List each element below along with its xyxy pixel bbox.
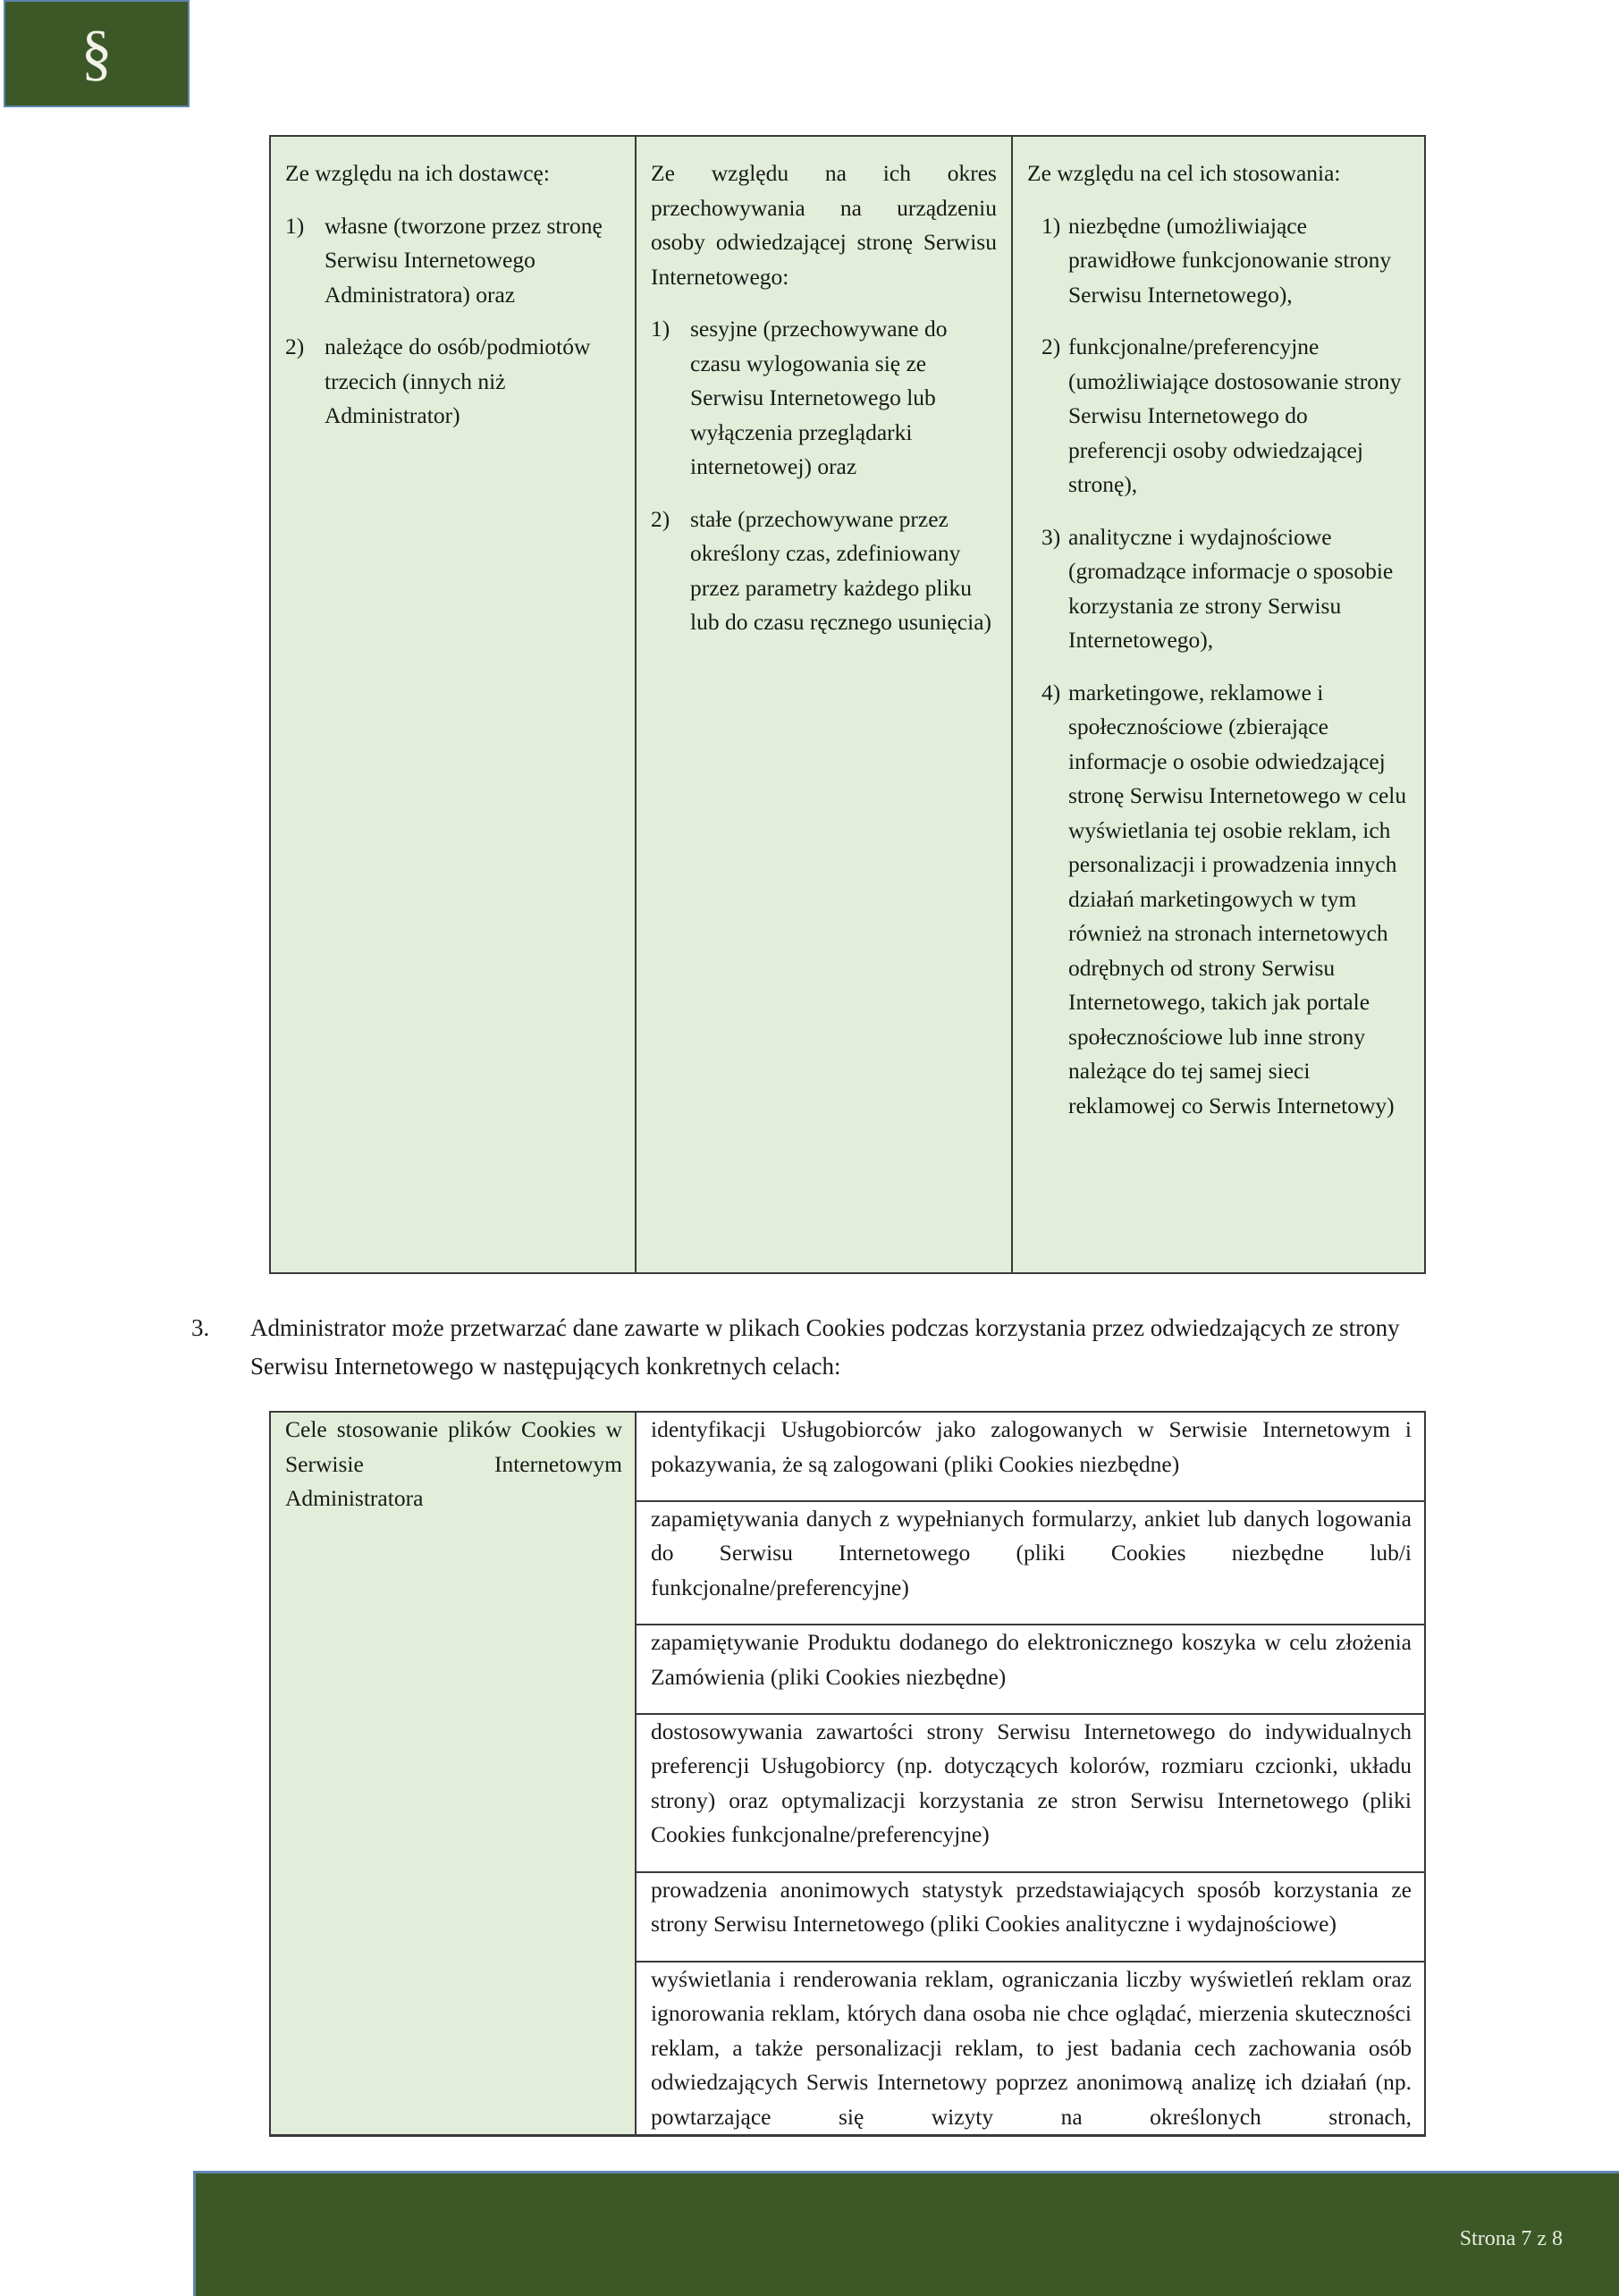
purposes-list: [637, 1413, 1424, 2134]
header-logo-box: [4, 0, 190, 107]
paragraph-3: [191, 1309, 1434, 1386]
paragraph-text: Administrator może przetwarzać dane zawarte w plikach Cookies podczas korzystania przez odwiedzających ze strony Serwisu Internetowego w następujących konkretnych celach:: [250, 1314, 1400, 1380]
list-item: 1) niezbędne (umożliwiające prawidłowe funkcjonowanie strony Serwisu Internetowego),: [1041, 212, 1392, 308]
cookie-purposes-table: [269, 1411, 1426, 2137]
table-column-purpose: [1013, 137, 1424, 1272]
paragraph-number: 3.: [191, 1314, 210, 1341]
column-heading: Ze względu na cel ich stosowania:: [1027, 160, 1341, 186]
cookie-types-table: [269, 135, 1426, 1274]
list-item: 3) analityczne i wydajnościowe (gromadzące informacje o sposobie korzystania ze strony Serwisu Internetowego),: [1041, 523, 1394, 653]
list-item: 2) stałe (przechowywane przez określony czas, zdefiniowany przez parametry każdego pliku lub do czasu ręcznego usunięcia): [651, 505, 992, 635]
page-number: Strona 7 z 8: [1459, 2227, 1563, 2250]
list-item: 4) marketingowe, reklamowe i społecznościowe (zbierające informacje o osobie odwiedzającej stronę Serwisu Internetowego w celu wyświetlania tej osobie reklam, ich personalizacji i prowadzenia innych działań marketingowych w tym również na stronach internetowych odrębnych od strony Serwisu Internetowego, takich jak portale społecznościowe lub inne strony należące do tej samej sieci reklamowej co Serwis Internetowy): [1041, 679, 1407, 1118]
table-column-storage: [637, 137, 1013, 1272]
list-item: 2) należące do osób/podmiotów trzecich (innych niż Administrator): [285, 333, 591, 428]
list-item: 1) sesyjne (przechowywane do czasu wylogowania się ze Serwisu Internetowego lub wyłączenia przeglądarki internetowej) oraz: [651, 316, 948, 479]
column-heading: Ze względu na ich okres przechowywania na urządzeniu osoby odwiedzającej stronę Serwisu Internetowego:: [651, 160, 997, 290]
column-heading: Ze względu na ich dostawcę:: [285, 160, 550, 186]
table-row: zapamiętywanie Produktu dodanego do elektronicznego koszyka w celu złożenia Zamówienia (pliki Cookies niezbędne): [637, 1625, 1424, 1715]
purposes-label-cell: Cele stosowanie plików Cookies w Serwisie Internetowym Administratora: [271, 1413, 637, 2134]
table-row: identyfikacji Usługobiorców jako zalogowanych w Serwisie Internetowym i pokazywania, że są zalogowani (pliki Cookies niezbędne): [637, 1413, 1424, 1502]
table-column-provider: [271, 137, 637, 1272]
table-row: prowadzenia anonimowych statystyk przedstawiających sposób korzystania ze strony Serwisu Internetowego (pliki Cookies analityczne i wydajnościowe): [637, 1873, 1424, 1963]
footer-bar: [193, 2171, 1619, 2296]
table-row: dostosowywania zawartości strony Serwisu Internetowego do indywidualnych preferencji Usługobiorcy (np. dotyczących kolorów, rozmiaru czcionki, układu strony) oraz optymalizacji korzystania ze stron Serwisu Internetowego (pliki Cookies funkcjonalne/preferencyjne): [637, 1715, 1424, 1873]
list-item: 2) funkcjonalne/preferencyjne (umożliwiające dostosowanie strony Serwisu Internetowego do preferencji osoby odwiedzającej stronę),: [1041, 333, 1402, 497]
list-item: 1) własne (tworzone przez stronę Serwisu Internetowego Administratora) oraz: [285, 212, 603, 308]
table-row: wyświetlania i renderowania reklam, ograniczania liczby wyświetleń reklam oraz ignorowania reklam, których dana osoba nie chce oglądać, mierzenia skuteczności reklam, a także personalizacji reklam, to jest badania cech zachowania osób odwiedzających Serwis Internetowy poprzez anonimową analizę ich działań (np. powtarzające się wizyty na określonych stronach,: [651, 1965, 1412, 2130]
section-sign-icon: §: [80, 19, 113, 88]
table-row: zapamiętywania danych z wypełnianych formularzy, ankiet lub danych logowania do Serwisu Internetowego (pliki Cookies niezbędne lub/i funkcjonalne/preferencyjne): [637, 1502, 1424, 1625]
